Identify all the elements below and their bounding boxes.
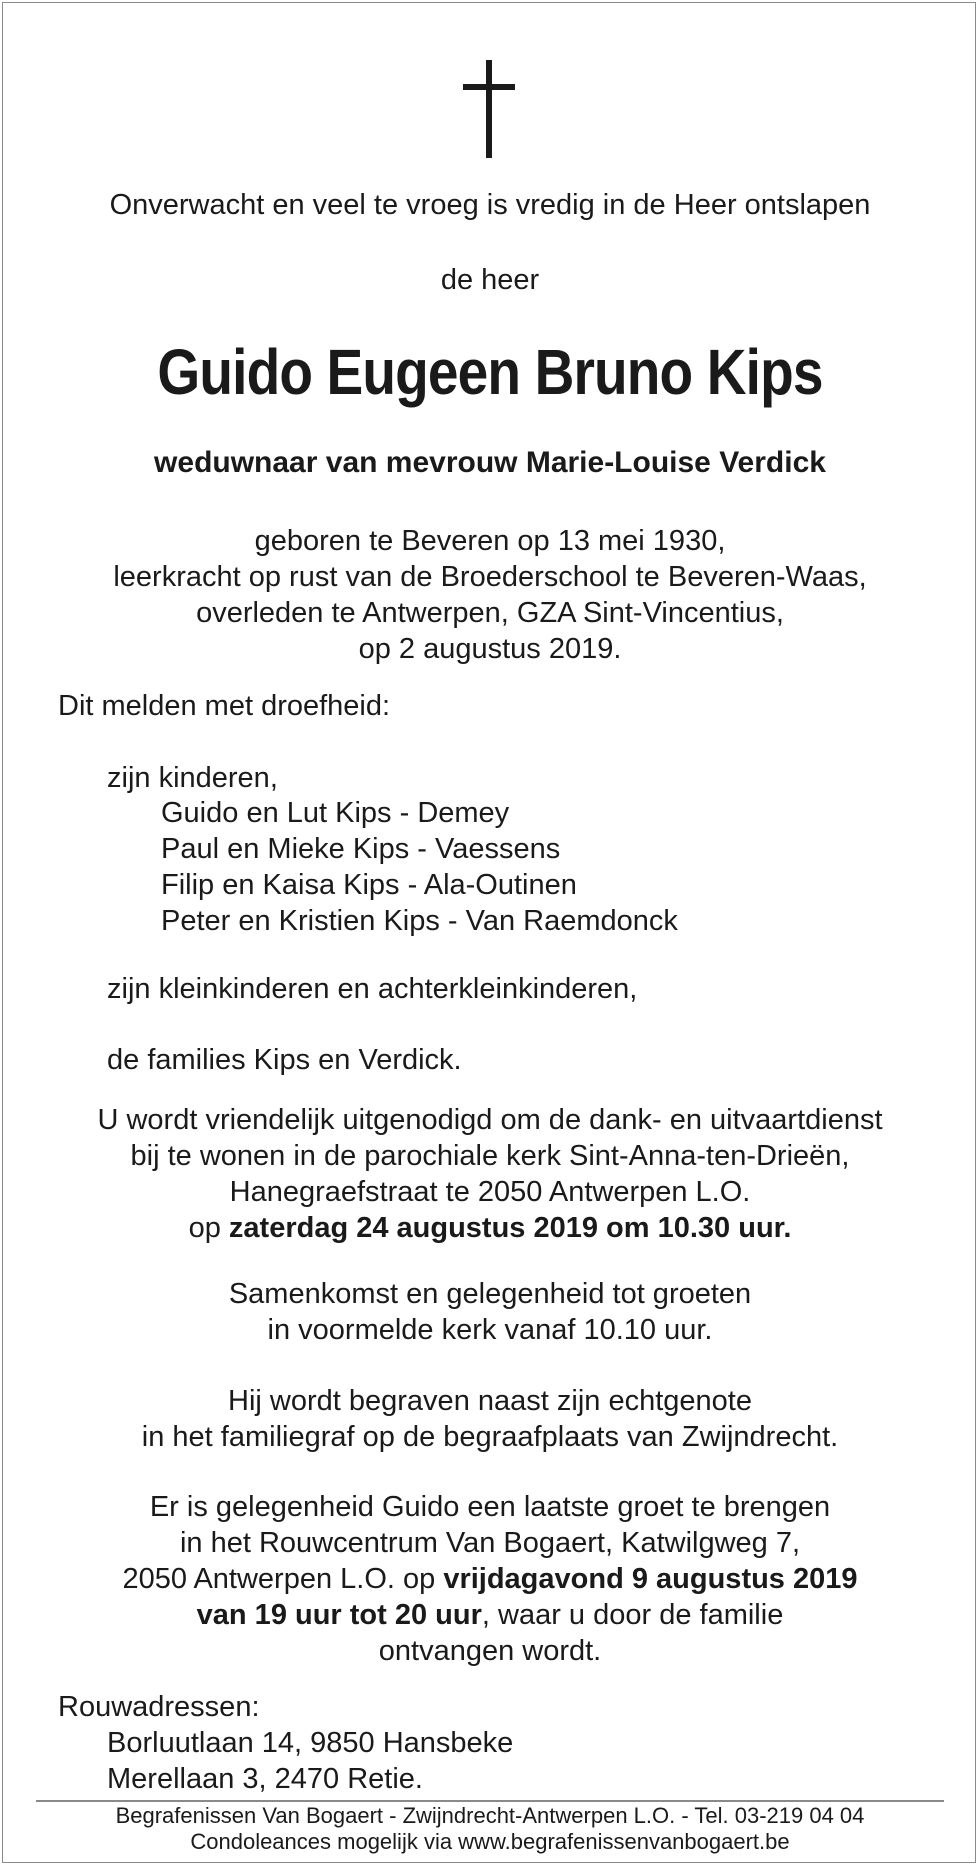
footer bbox=[0, 1803, 980, 1855]
viewing-line: in het Rouwcentrum Van Bogaert, Katwilgweg 7, bbox=[179, 1527, 801, 1559]
invitation-prefix: op bbox=[188, 1212, 229, 1244]
viewing-date: vrijdagavond 9 augustus 2019 bbox=[443, 1563, 858, 1595]
burial bbox=[0, 1383, 980, 1455]
viewing-line bbox=[0, 1597, 980, 1633]
list-item: Paul en Mieke Kips - Vaessens bbox=[161, 833, 561, 865]
title-prefix: de heer bbox=[440, 264, 540, 296]
viewing-line: ontvangen wordt. bbox=[378, 1635, 602, 1667]
list-item: Guido en Lut Kips - Demey bbox=[161, 797, 510, 829]
invitation-line bbox=[0, 1210, 980, 1246]
invitation-line: U wordt vriendelijk uitgenodigd om de dank- en uitvaartdienst bbox=[97, 1104, 883, 1136]
viewing-line bbox=[0, 1561, 980, 1597]
announce-text: Dit melden met droefheid: bbox=[58, 690, 391, 722]
gathering-line: Samenkomst en gelegenheid tot groeten bbox=[228, 1278, 752, 1310]
list-item: Filip en Kaisa Kips - Ala-Outinen bbox=[161, 869, 577, 901]
footer-divider bbox=[36, 1800, 944, 1802]
children-label: zijn kinderen, bbox=[107, 762, 278, 794]
gathering bbox=[0, 1276, 980, 1348]
viewing-line: Er is gelegenheid Guido een laatste groet te brengen bbox=[149, 1491, 831, 1523]
deceased-name: Guido Eugeen Bruno Kips bbox=[157, 336, 823, 408]
children-list bbox=[161, 795, 678, 939]
biography bbox=[0, 523, 980, 667]
burial-line: Hij wordt begraven naast zijn echtgenote bbox=[228, 1385, 752, 1417]
grandchildren-text: zijn kleinkinderen en achterkleinkinderen, bbox=[107, 973, 638, 1005]
list-item: Peter en Kristien Kips - Van Raemdonck bbox=[161, 905, 678, 937]
viewing-time: van 19 uur tot 20 uur bbox=[196, 1599, 482, 1631]
families-text: de families Kips en Verdick. bbox=[107, 1044, 462, 1076]
intro-text: Onverwacht en veel te vroeg is vredig in de Heer ontslapen bbox=[109, 189, 871, 221]
addresses-list bbox=[107, 1725, 513, 1797]
footer-line: Begrafenissen Van Bogaert - Zwijndrecht-Antwerpen L.O. - Tel. 03-219 04 04 bbox=[115, 1803, 865, 1828]
gathering-line: in voormelde kerk vanaf 10.10 uur. bbox=[267, 1314, 713, 1346]
list-item: Merellaan 3, 2470 Retie. bbox=[107, 1763, 423, 1795]
bio-line: geboren te Beveren op 13 mei 1930, bbox=[254, 525, 726, 557]
viewing-suffix: , waar u door de familie bbox=[481, 1599, 784, 1631]
bio-line: op 2 augustus 2019. bbox=[358, 633, 622, 665]
service-date: zaterdag 24 augustus 2019 om 10.30 uur. bbox=[228, 1212, 792, 1244]
spouse-line: weduwnaar van mevrouw Marie-Louise Verdick bbox=[154, 446, 826, 479]
invitation-line: Hanegraefstraat te 2050 Antwerpen L.O. bbox=[229, 1176, 751, 1208]
invitation bbox=[0, 1102, 980, 1246]
cross-icon bbox=[463, 60, 515, 158]
addresses-label: Rouwadressen: bbox=[58, 1691, 260, 1723]
list-item: Borluutlaan 14, 9850 Hansbeke bbox=[107, 1727, 514, 1759]
bio-line: leerkracht op rust van de Broederschool te Beveren-Waas, bbox=[113, 561, 867, 593]
viewing bbox=[0, 1489, 980, 1669]
footer-line: Condoleances mogelijk via www.begrafenissenvanbogaert.be bbox=[190, 1829, 790, 1854]
viewing-prefix: 2050 Antwerpen L.O. op bbox=[122, 1563, 444, 1595]
bio-line: overleden te Antwerpen, GZA Sint-Vincentius, bbox=[196, 597, 784, 629]
invitation-line: bij te wonen in de parochiale kerk Sint-Anna-ten-Drieën, bbox=[130, 1140, 850, 1172]
burial-line: in het familiegraf op de begraafplaats van Zwijndrecht. bbox=[141, 1421, 839, 1453]
